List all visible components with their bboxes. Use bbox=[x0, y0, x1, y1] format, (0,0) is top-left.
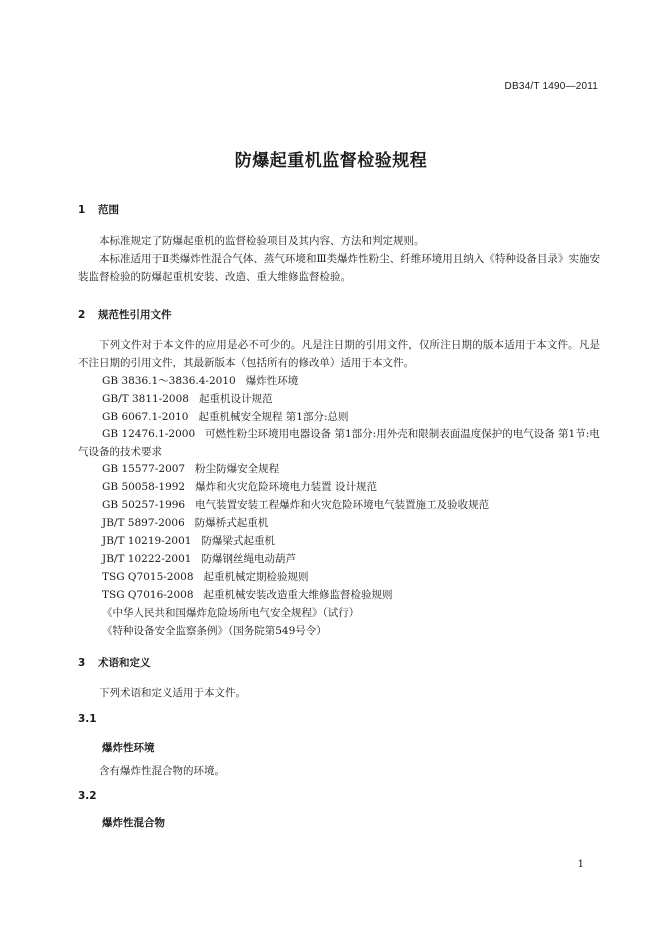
reference-code: JB/T 10219-2001 bbox=[102, 535, 192, 547]
reference-item bbox=[102, 372, 600, 390]
page-number: 1 bbox=[577, 859, 584, 870]
paragraph: 本标准适用于Ⅱ类爆炸性混合气体、蒸气环境和Ⅲ类爆炸性粉尘、纤维环境用且纳入《特种设备目录》实施安装监督检验的防爆起重机安装、改造、重大维修监督检验。 bbox=[78, 253, 600, 283]
reference-name: 爆炸性环境 bbox=[245, 375, 299, 387]
reference-item bbox=[102, 408, 600, 426]
reference-name: 起重机械定期检验规则 bbox=[203, 571, 309, 583]
reference-code: GB 50058-1992 bbox=[102, 481, 186, 493]
paragraph: 本标准规定了防爆起重机的监督检验项目及其内容、方法和判定规则。 bbox=[99, 235, 425, 247]
reference-item bbox=[102, 532, 600, 550]
document-code: DB34/T 1490—2011 bbox=[504, 81, 598, 92]
section-title: 范围 bbox=[98, 204, 119, 216]
reference-item bbox=[102, 514, 600, 532]
clause-number: 3.1 bbox=[78, 713, 97, 725]
reference-name: 可燃性粉尘环境用电器设备 第1部分:用外壳和限制表面温度保护的电气设备 第1节:电气设备的技术要求 bbox=[78, 428, 600, 458]
term-heading: 爆炸性环境 bbox=[102, 742, 155, 754]
section-number: 3 bbox=[78, 657, 86, 669]
reference-code: GB 50257-1996 bbox=[102, 499, 186, 511]
regulation-item: 《特种设备安全监察条例》（国务院第549号令） bbox=[102, 625, 327, 637]
reference-name: 爆炸和火灾危险环境电力装置 设计规范 bbox=[195, 481, 377, 493]
reference-item bbox=[78, 425, 600, 461]
reference-code: GB 12476.1-2000 bbox=[102, 428, 196, 440]
section-2-heading bbox=[78, 307, 172, 322]
regulation-item: 《中华人民共和国爆炸危险场所电气安全规程》（试行） bbox=[102, 607, 360, 619]
reference-name: 粉尘防爆安全规程 bbox=[195, 463, 280, 475]
reference-code: GB/T 3811-2008 bbox=[102, 393, 189, 405]
reference-code: GB 15577-2007 bbox=[102, 463, 186, 475]
paragraph: 下列文件对于本文件的应用是必不可少的。凡是注日期的引用文件，仅所注日期的版本适用于本文件。凡是不注日期的引用文件，其最新版本（包括所有的修改单）适用于本文件。 bbox=[78, 339, 600, 369]
section-3-heading bbox=[78, 655, 151, 670]
reference-code: JB/T 10222-2001 bbox=[102, 553, 192, 565]
paragraph: 下列术语和定义适用于本文件。 bbox=[99, 687, 246, 699]
section-1-heading bbox=[78, 202, 119, 217]
reference-item bbox=[102, 568, 600, 586]
reference-code: TSG Q7016-2008 bbox=[102, 589, 194, 601]
reference-item bbox=[102, 550, 600, 568]
term-heading: 爆炸性混合物 bbox=[102, 817, 165, 829]
reference-code: TSG Q7015-2008 bbox=[102, 571, 194, 583]
reference-item bbox=[102, 586, 600, 604]
reference-name: 防爆梁式起重机 bbox=[201, 535, 275, 547]
reference-item bbox=[102, 460, 600, 478]
section-title: 术语和定义 bbox=[98, 657, 151, 669]
reference-item bbox=[102, 478, 600, 496]
reference-item bbox=[102, 496, 600, 514]
document-title: 防爆起重机监督检验规程 bbox=[234, 151, 428, 171]
reference-name: 防爆桥式起重机 bbox=[194, 517, 269, 529]
section-title: 规范性引用文件 bbox=[98, 309, 172, 321]
reference-name: 起重机械安全规程 第1部分:总则 bbox=[198, 411, 349, 423]
section-number: 1 bbox=[78, 204, 86, 216]
reference-item bbox=[102, 390, 600, 408]
term-definition: 含有爆炸性混合物的环境。 bbox=[99, 765, 225, 777]
reference-code: JB/T 5897-2006 bbox=[102, 517, 185, 529]
reference-code: GB 3836.1～3836.4-2010 bbox=[102, 375, 236, 387]
reference-name: 起重机设计规范 bbox=[198, 393, 273, 405]
reference-code: GB 6067.1-2010 bbox=[102, 411, 189, 423]
reference-name: 起重机械安装改造重大维修监督检验规则 bbox=[203, 589, 393, 601]
reference-name: 电气装置安装工程爆炸和火灾危险环境电气装置施工及验收规范 bbox=[195, 499, 490, 511]
reference-name: 防爆钢丝绳电动葫芦 bbox=[201, 553, 296, 565]
clause-number: 3.2 bbox=[78, 790, 97, 802]
section-number: 2 bbox=[78, 309, 86, 321]
